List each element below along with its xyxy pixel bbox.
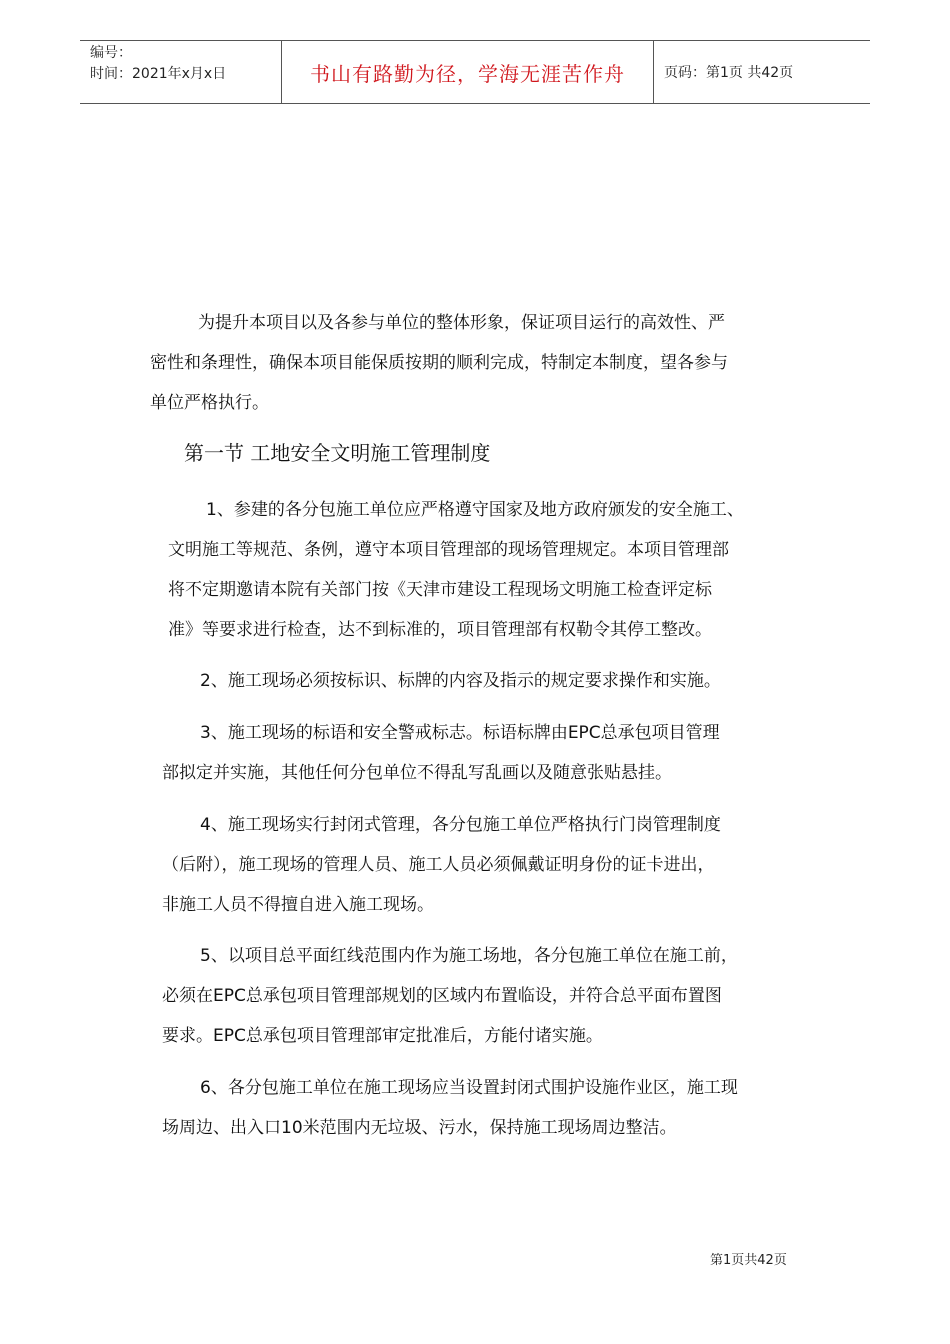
header-meta-cell xyxy=(80,41,282,103)
header-page-cell xyxy=(654,41,870,103)
intro-line: 单位严格执行。 xyxy=(150,393,269,413)
clause-6 xyxy=(162,1068,738,1148)
date-label: 时间：2021年x月x日 xyxy=(90,66,227,82)
clause-5 xyxy=(162,936,738,1056)
intro-line: 密性和条理性，确保本项目能保质按期的顺利完成，特制定本制度，望各参与 xyxy=(150,353,728,373)
section-title: 第一节 工地安全文明施工管理制度 xyxy=(184,441,491,465)
clause-3 xyxy=(162,713,720,793)
serial-number-label: 编号： xyxy=(90,45,132,61)
clause-line: 5、以项目总平面红线范围内作为施工场地，各分包施工单位在施工前， xyxy=(200,946,738,966)
clause-2 xyxy=(200,661,721,701)
intro-line: 为提升本项目以及各参与单位的整体形象，保证项目运行的高效性、严 xyxy=(198,313,725,333)
clause-line: 非施工人员不得擅自进入施工现场。 xyxy=(162,895,434,915)
clause-line: 将不定期邀请本院有关部门按《天津市建设工程现场文明施工检查评定标 xyxy=(168,580,712,600)
clause-line: 要求。EPC总承包项目管理部审定批准后，方能付诸实施。 xyxy=(162,1026,603,1046)
clause-line: 准》等要求进行检查，达不到标准的，项目管理部有权勒令其停工整改。 xyxy=(168,620,712,640)
clause-line: 3、施工现场的标语和安全警戒标志。标语标牌由EPC总承包项目管理 xyxy=(200,723,720,743)
clause-line: （后附），施工现场的管理人员、施工人员必须佩戴证明身份的证卡进出， xyxy=(162,855,715,875)
clause-line: 文明施工等规范、条例，遵守本项目管理部的现场管理规定。本项目管理部 xyxy=(168,540,729,560)
intro-paragraph xyxy=(150,303,728,423)
document-header xyxy=(80,40,870,104)
clause-1 xyxy=(168,490,744,650)
clause-line: 2、施工现场必须按标识、标牌的内容及指示的规定要求操作和实施。 xyxy=(200,671,721,691)
clause-line: 场周边、出入口10米范围内无垃圾、污水，保持施工现场周边整洁。 xyxy=(162,1118,677,1138)
clause-4 xyxy=(162,805,721,925)
clause-line: 必须在EPC总承包项目管理部规划的区域内布置临设，并符合总平面布置图 xyxy=(162,986,722,1006)
clause-line: 1、参建的各分包施工单位应严格遵守国家及地方政府颁发的安全施工、 xyxy=(206,500,744,520)
page-footer: 第1页共42页 xyxy=(710,1253,787,1268)
header-motto-cell xyxy=(282,41,654,103)
header-page-info: 页码：第1页 共42页 xyxy=(664,65,794,81)
clause-line: 部拟定并实施，其他任何分包单位不得乱写乱画以及随意张贴悬挂。 xyxy=(162,763,672,783)
clause-line: 6、各分包施工单位在施工现场应当设置封闭式围护设施作业区，施工现 xyxy=(200,1078,738,1098)
clause-line: 4、施工现场实行封闭式管理，各分包施工单位严格执行门岗管理制度 xyxy=(200,815,721,835)
header-motto: 书山有路勤为径，学海无涯苦作舟 xyxy=(310,61,625,86)
